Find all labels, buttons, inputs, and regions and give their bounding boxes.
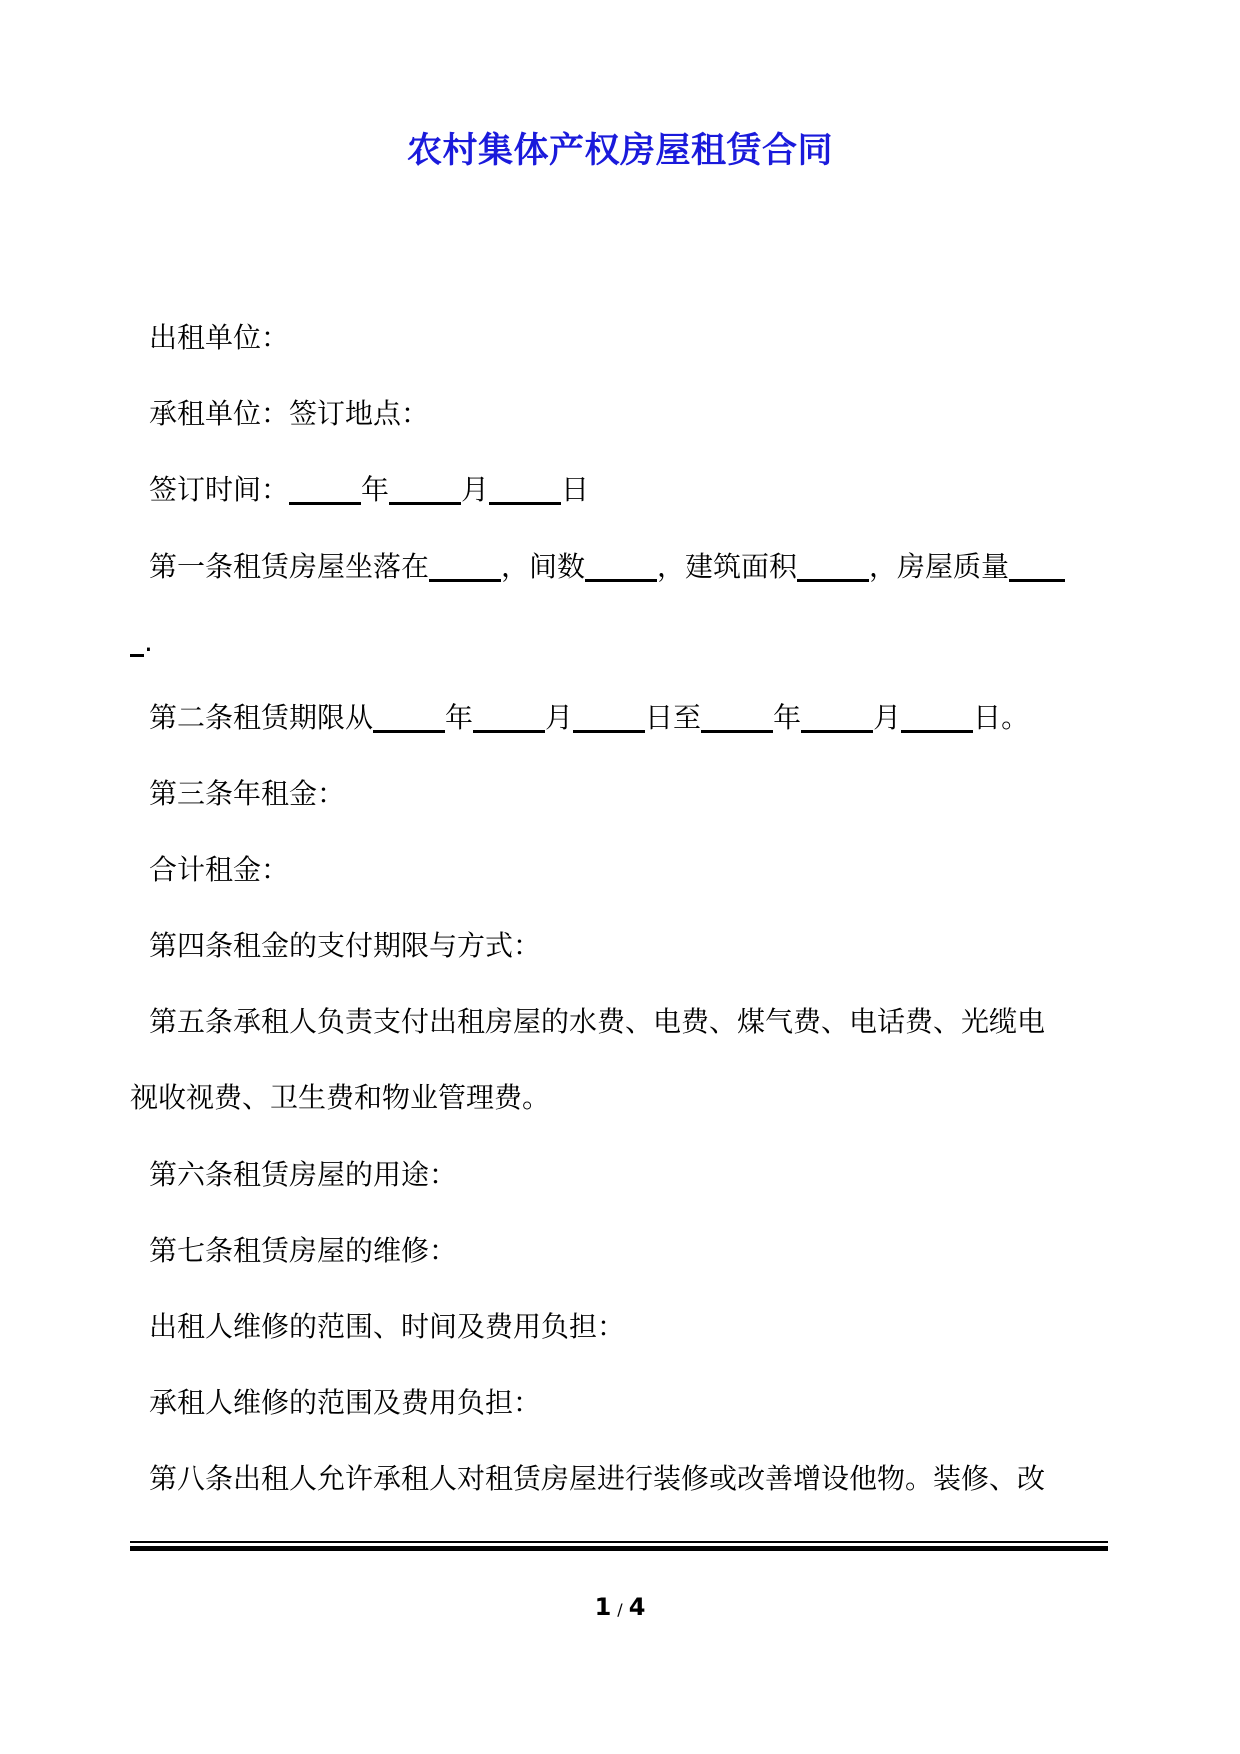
article-2-month: 月: [545, 701, 574, 734]
blank-field: [585, 551, 657, 582]
blank-field: [373, 702, 445, 733]
article-2-month-2: 月: [873, 701, 902, 734]
line-article-5: 第五条承租人负责支付出租房屋的水费、电费、煤气费、电话费、光缆电: [149, 1005, 1046, 1038]
line-article-5-cont: 视收视费、卫生费和物业管理费。: [130, 1081, 551, 1114]
blank-field: [130, 626, 144, 657]
blank-field: [473, 702, 545, 733]
page-total: 4: [628, 1593, 646, 1621]
article-2-year-2: 年: [773, 701, 802, 734]
article-2-year: 年: [445, 701, 474, 734]
line-article-3: 第三条年租金：: [149, 777, 346, 810]
line-lessee-repair: 承租人维修的范围及费用负担：: [149, 1386, 542, 1419]
article-1-text-d: ，房屋质量: [869, 550, 1010, 583]
article-1-end: .: [144, 625, 153, 658]
page-current: 1: [594, 1593, 612, 1621]
blank-field: [429, 551, 501, 582]
line-sign-date: [149, 470, 589, 510]
blank-field: [901, 702, 973, 733]
line-total-rent: 合计租金：: [149, 853, 290, 886]
article-2-to: 日至: [645, 701, 702, 734]
day-label: 日: [561, 473, 590, 506]
year-label: 年: [361, 473, 390, 506]
blank-field: [573, 702, 645, 733]
blank-field: [389, 474, 461, 505]
line-lessor: 出租单位：: [149, 321, 290, 354]
line-article-6: 第六条租赁房屋的用途：: [149, 1158, 458, 1191]
document-title: 农村集体产权房屋租赁合同: [406, 131, 833, 171]
article-2-text-a: 第二条租赁期限从: [149, 701, 374, 734]
sign-date-label: 签订时间：: [149, 473, 290, 506]
article-2-day-2: 日。: [973, 701, 1030, 734]
month-label: 月: [461, 473, 490, 506]
blank-field: [701, 702, 773, 733]
line-article-8: 第八条出租人允许承租人对租赁房屋进行装修或改善增设他物。装修、改: [149, 1462, 1046, 1495]
blank-field: [289, 474, 361, 505]
footer-divider-thick: [130, 1546, 1108, 1551]
article-1-text-a: 第一条租赁房屋坐落在: [149, 550, 430, 583]
blank-field: [1009, 551, 1065, 582]
line-article-1: [149, 547, 1065, 587]
page-separator: /: [617, 1600, 623, 1619]
line-lessee-location: 承租单位：签订地点：: [149, 397, 430, 430]
page-number: [0, 1590, 1240, 1627]
line-article-1-cont: [130, 622, 153, 662]
line-lessor-repair: 出租人维修的范围、时间及费用负担：: [149, 1310, 626, 1343]
line-article-7: 第七条租赁房屋的维修：: [149, 1234, 458, 1267]
footer-divider-thin: [130, 1541, 1108, 1543]
blank-field: [489, 474, 561, 505]
article-1-text-c: ，建筑面积: [657, 550, 798, 583]
line-article-4: 第四条租金的支付期限与方式：: [149, 929, 542, 962]
line-article-2: [149, 698, 1029, 738]
article-1-text-b: ，间数: [501, 550, 586, 583]
blank-field: [797, 551, 869, 582]
blank-field: [801, 702, 873, 733]
